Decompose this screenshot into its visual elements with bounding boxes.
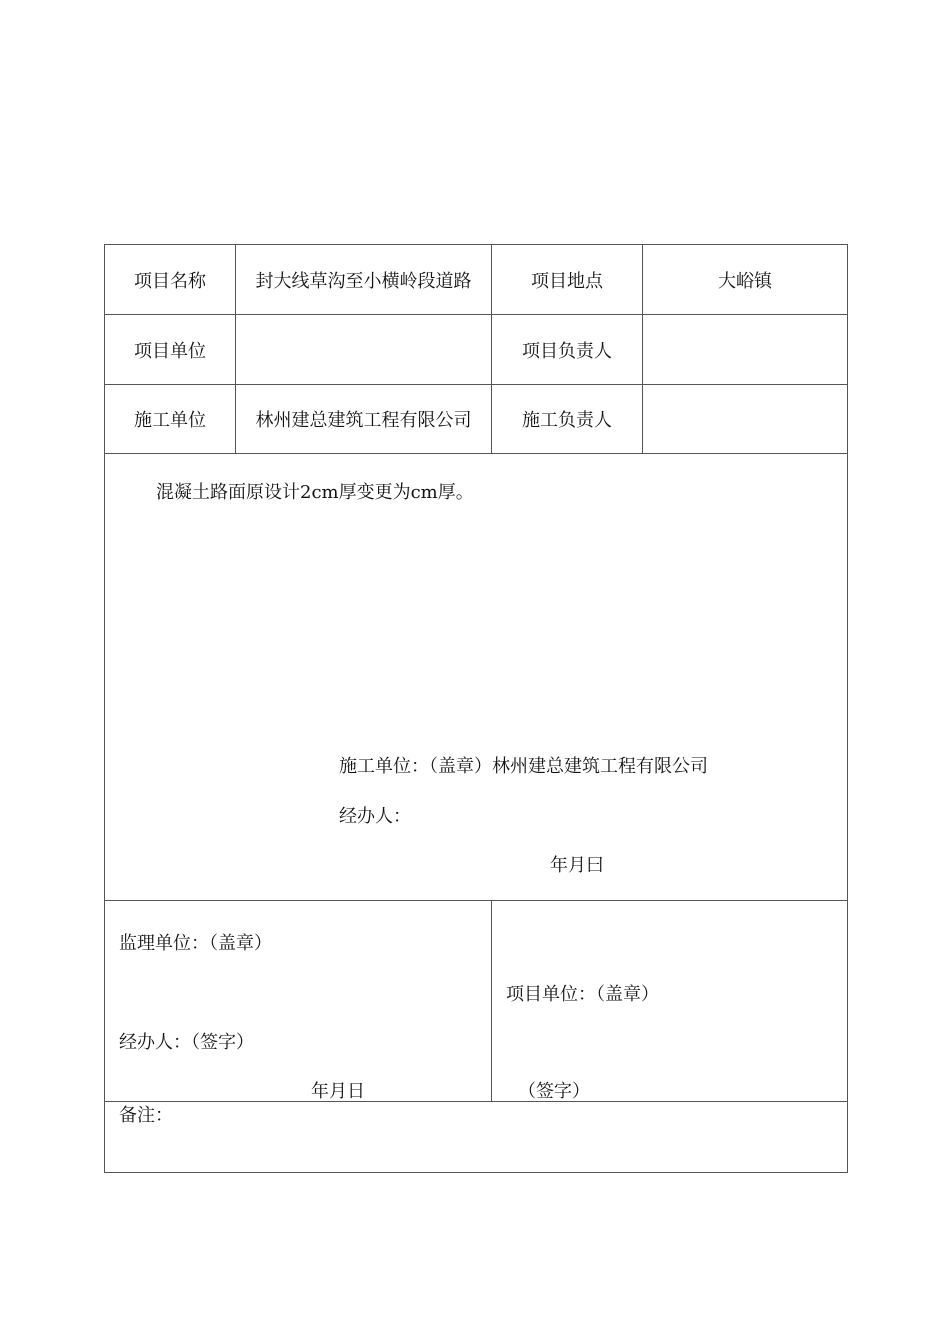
change-content-text: 混凝土路面原设计2cm厚变更为cm厚。	[156, 482, 474, 503]
project-unit-value	[236, 315, 491, 384]
project-unit-label: 项目单位	[134, 340, 206, 362]
construction-unit-value: 林州建总建筑工程有限公司	[255, 410, 472, 431]
project-manager-label: 项目负责人	[522, 340, 612, 362]
project-manager-value	[643, 315, 847, 384]
project-location-value: 大峪镇	[718, 270, 772, 292]
row-divider	[105, 900, 847, 901]
change-order-form	[104, 244, 848, 1173]
remarks-label: 备注：	[119, 1105, 173, 1126]
contractor-date: 年月曰	[550, 855, 604, 876]
construction-manager-value	[643, 385, 847, 453]
construction-manager-label: 施工负责人	[522, 410, 612, 431]
construction-unit-label: 施工单位	[134, 410, 206, 431]
project-location-label: 项目地点	[531, 270, 603, 292]
supervisor-unit-seal: 监理单位：（盖章）	[119, 933, 272, 954]
project-name-value: 封大线草沟至小横岭段道路	[255, 270, 472, 292]
row-divider	[105, 1101, 847, 1102]
owner-signature: （签字）	[518, 1081, 590, 1102]
project-name-label: 项目名称	[134, 270, 206, 292]
column-divider	[491, 900, 492, 1101]
owner-unit-seal: 项目单位：（盖章）	[506, 984, 659, 1005]
supervisor-date: 年月日	[311, 1081, 365, 1102]
contractor-unit-seal: 施工单位：（盖章）林州建总建筑工程有限公司	[339, 756, 708, 777]
supervisor-handler-signature: 经办人：（签字）	[119, 1032, 254, 1053]
row-divider	[105, 453, 847, 454]
contractor-handler: 经办人：	[339, 806, 411, 827]
